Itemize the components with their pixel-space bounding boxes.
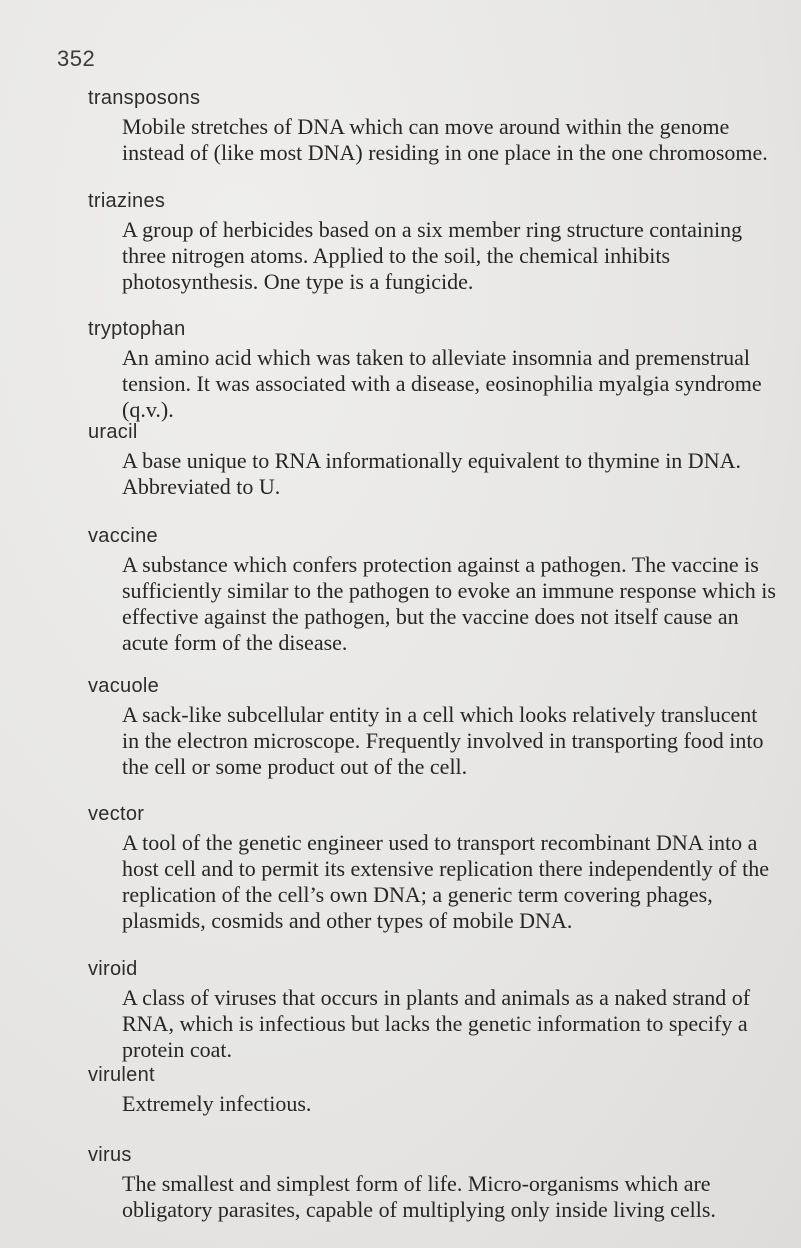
glossary-entry (88, 420, 778, 524)
glossary-entry (88, 317, 778, 420)
glossary-term: vector (88, 803, 145, 825)
glossary-term: vacuole (88, 675, 160, 697)
glossary-definition: An amino acid which was taken to alleviate insomnia and premenstrual tension. It was associated with a disease, eosinophilia myalgia syndrome (q.v.). (122, 345, 762, 422)
glossary-entry (88, 524, 778, 674)
glossary-definition: A substance which confers protection against a pathogen. The vaccine is sufficiently similar to the pathogen to evoke an immune response which is effective against the pathogen, but the vaccine does not itself cause an acute form of the disease. (122, 552, 776, 655)
glossary-term: viroid (88, 958, 138, 980)
glossary-entry (88, 1063, 778, 1143)
glossary-entry (88, 189, 778, 317)
glossary-term: uracil (88, 421, 138, 443)
glossary-entry (88, 957, 778, 1063)
glossary-term: virulent (88, 1064, 155, 1086)
page-number: 352 (57, 46, 96, 71)
glossary-term: transposons (88, 87, 201, 109)
glossary-definition: The smallest and simplest form of life. Micro-organisms which are obligatory parasites, capable of multiplying only inside living cells. (122, 1171, 716, 1222)
glossary-entry (88, 1143, 778, 1223)
glossary-definition: A tool of the genetic engineer used to transport recombinant DNA into a host cell and to permit its extensive replication there independently of the replication of the cell’s own DNA; a generic term covering phages, plasmids, cosmids and other types of mobile DNA. (122, 830, 769, 933)
glossary-term: triazines (88, 190, 166, 212)
glossary-term: virus (88, 1144, 132, 1166)
glossary-term: vaccine (88, 525, 158, 547)
glossary-entries (88, 86, 778, 1223)
glossary-definition: A sack-like subcellular entity in a cell which looks relatively translucent in the electron microscope. Frequently involved in transporting food into the cell or some product out of the cell. (122, 702, 764, 779)
glossary-definition: A group of herbicides based on a six member ring structure containing three nitrogen atoms. Applied to the soil, the chemical inhibits photosynthesis. One type is a fungicide. (122, 217, 743, 294)
glossary-definition: Mobile stretches of DNA which can move around within the genome instead of (like most DNA) residing in one place in the one chromosome. (122, 114, 768, 165)
glossary-definition: Extremely infectious. (122, 1091, 312, 1116)
glossary-definition: A class of viruses that occurs in plants and animals as a naked strand of RNA, which is infectious but lacks the genetic information to specify a protein coat. (122, 985, 751, 1062)
glossary-definition: A base unique to RNA informationally equivalent to thymine in DNA. Abbreviated to U. (122, 448, 741, 499)
glossary-entry (88, 86, 778, 189)
glossary-entry (88, 802, 778, 957)
glossary-entry (88, 674, 778, 802)
glossary-term: tryptophan (88, 318, 186, 340)
